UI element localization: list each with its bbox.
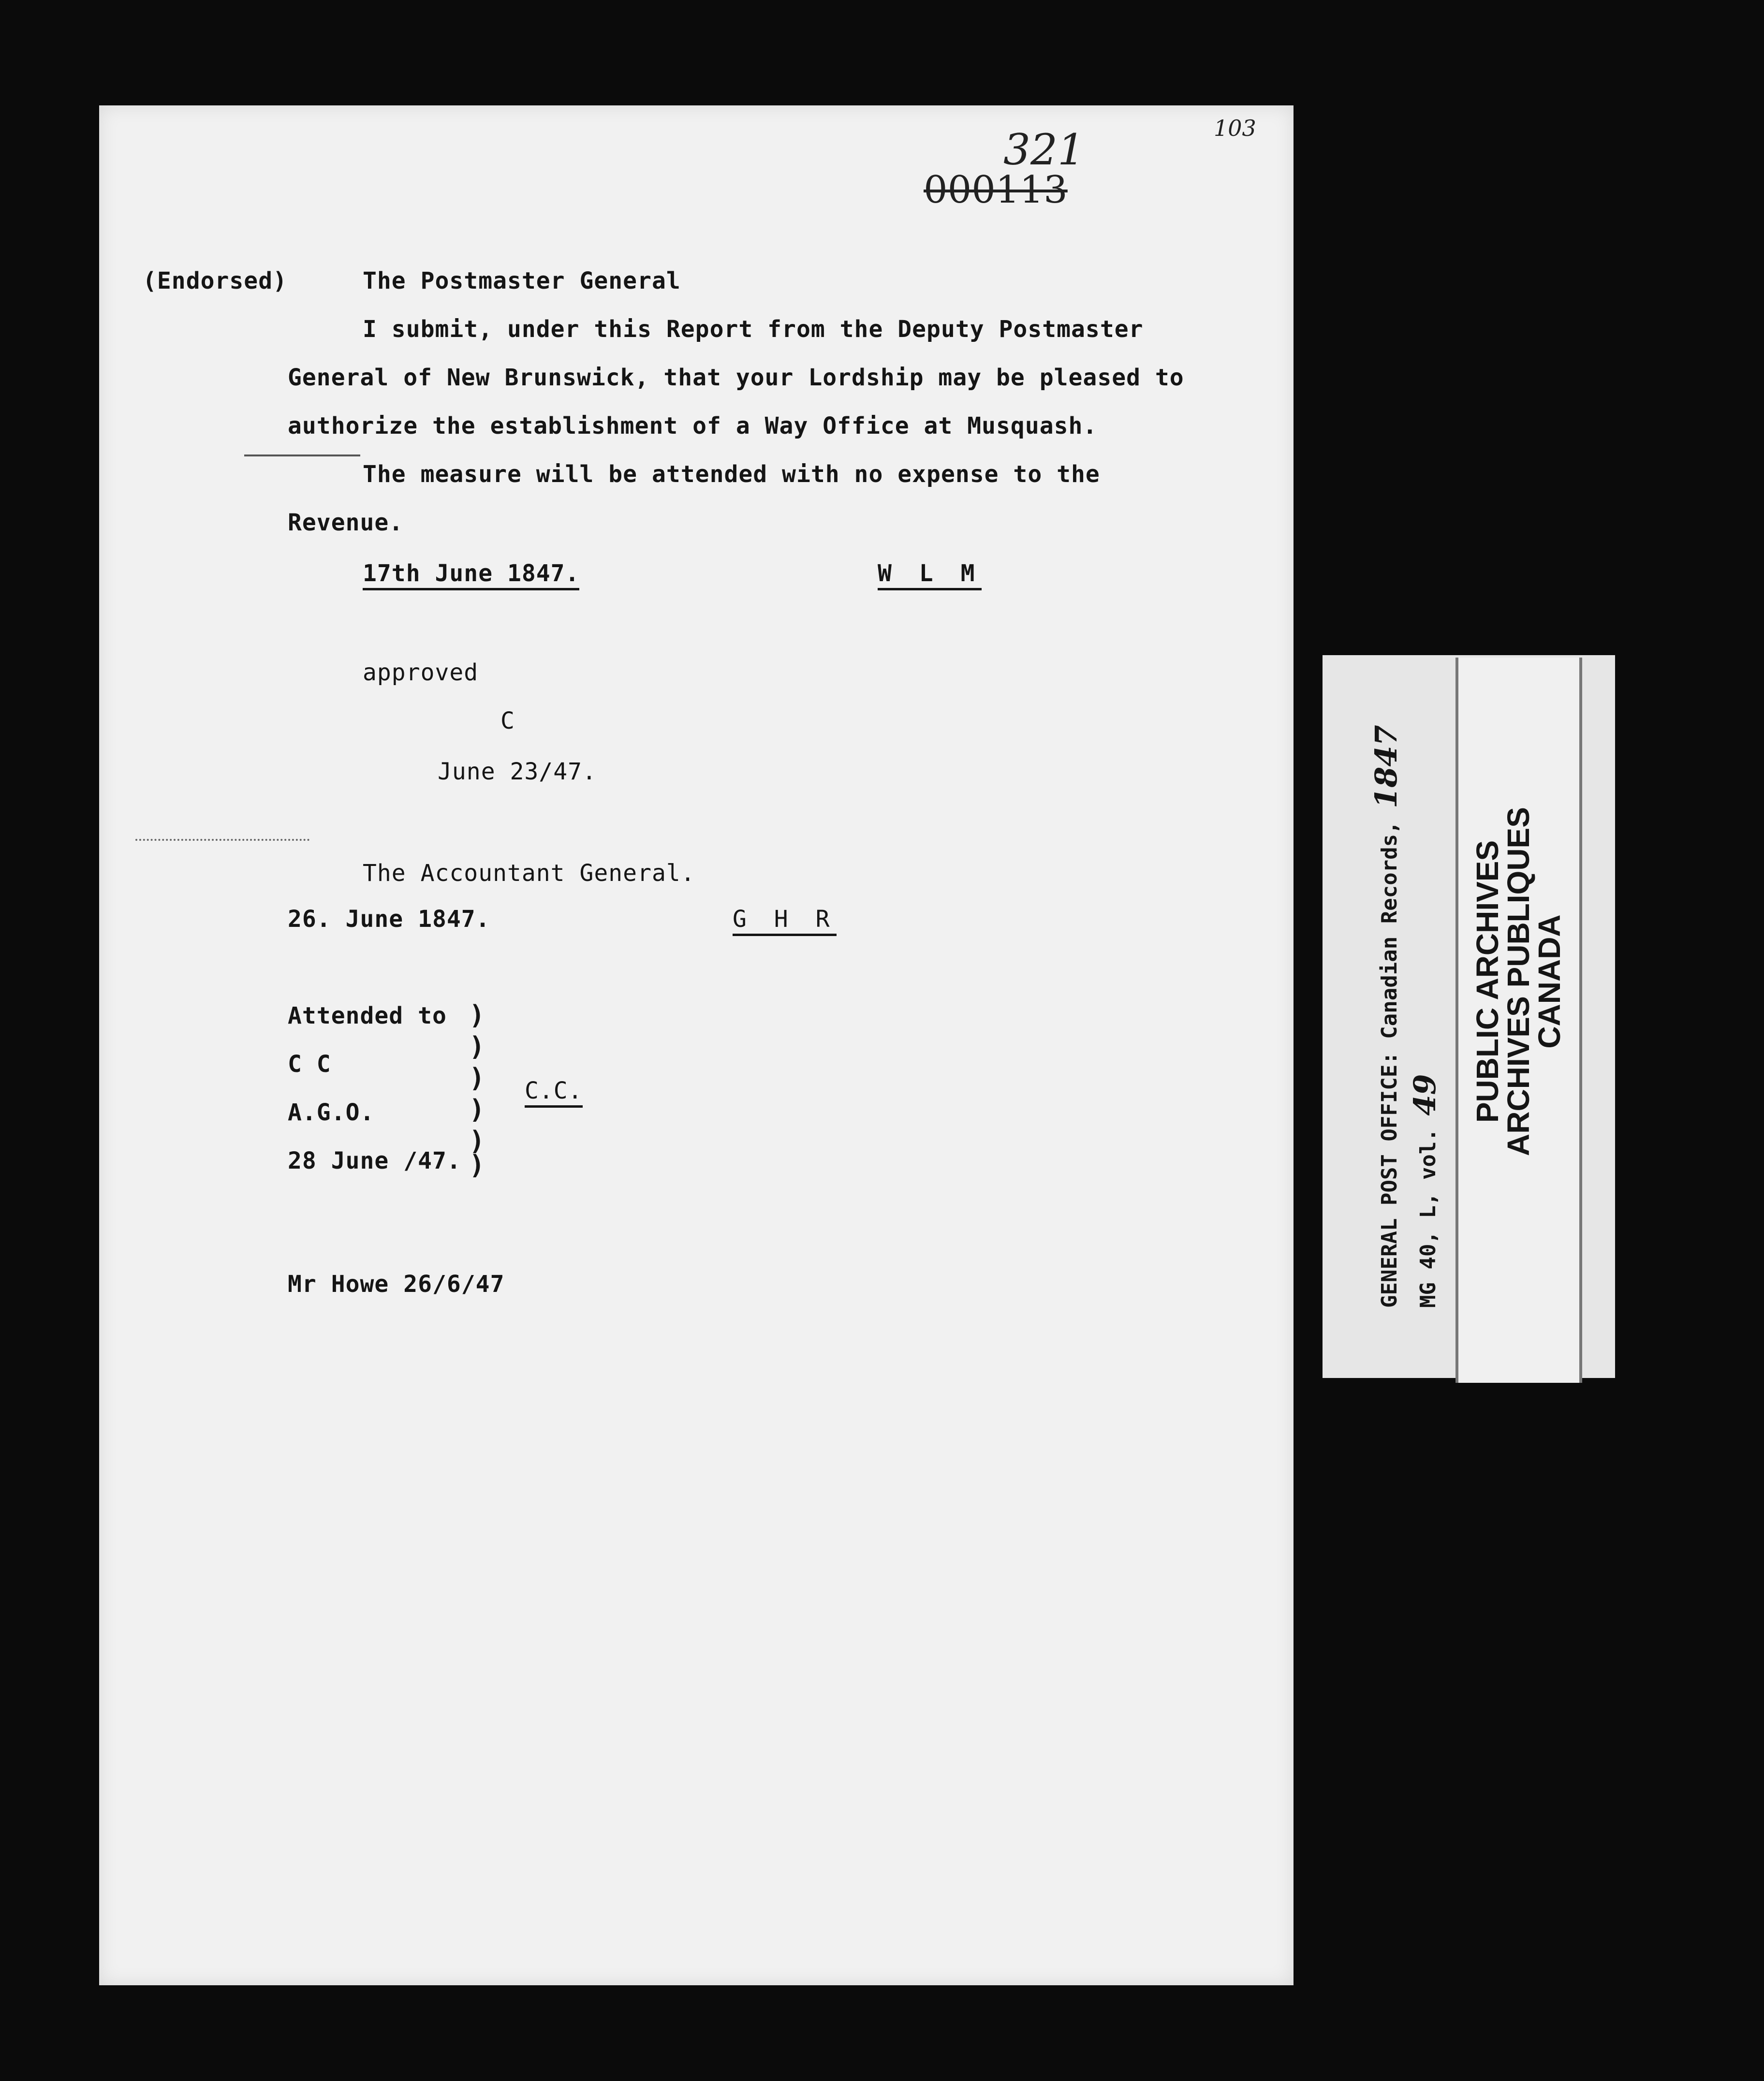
howe-note: Mr Howe 26/6/47 [288, 1271, 505, 1298]
approved-date: June 23/47. [438, 758, 597, 785]
archive-label-line-1: GENERAL POST OFFICE: Canadian Records, 1847 [1368, 725, 1404, 1308]
archive-label-line-2: MG 40, L, vol. 49 [1407, 1074, 1442, 1308]
addressee: The Postmaster General [363, 267, 681, 294]
body-line-1: I submit, under this Report from the Deputy Postmaster [363, 316, 1144, 343]
archive-stamp-text [1472, 749, 1565, 1214]
archive-year-handwritten: 1847 [1368, 725, 1404, 808]
stamp-line-1: PUBLIC ARCHIVES [1470, 840, 1505, 1123]
endorsed-label: (Endorsed) [143, 267, 287, 294]
pencil-stroke [244, 454, 360, 456]
attended-line-2: C C [288, 1051, 331, 1078]
date-1: 17th June 1847. [363, 560, 579, 590]
page-number-handwritten: 321 [1003, 125, 1085, 175]
approved-text: approved [363, 659, 479, 686]
page-number-crossed: 000113 [924, 168, 1068, 212]
body-line-2: General of New Brunswick, that your Lordship may be pleased to [288, 364, 1184, 391]
body-line-3: authorize the establishment of a Way Office at Musquash. [288, 412, 1098, 440]
approved-initial: C [500, 707, 515, 734]
stamp-line-2: ARCHIVES PUBLIQUES [1501, 807, 1536, 1156]
attended-line-3: A.G.O. [288, 1099, 375, 1126]
attended-line-4: 28 June /47. [288, 1147, 461, 1174]
public-archives-stamp [1455, 658, 1582, 1383]
accountant-general: The Accountant General. [363, 860, 695, 887]
stamp-line-3: CANADA [1532, 914, 1567, 1049]
attended-initials: C.C. [525, 1077, 583, 1108]
initials-2: G H R [733, 906, 837, 936]
archive-volume-handwritten: 49 [1407, 1074, 1442, 1116]
body-line-4: The measure will be attended with no expense to the [363, 461, 1100, 488]
date-2: 26. June 1847. [288, 906, 490, 933]
page-number-small: 103 [1214, 115, 1256, 141]
attended-line-1: Attended to [288, 1002, 447, 1029]
document-page: 103 321 000113 (Endorsed) The Postmaster General I submit, under this Report from the Deputy Postmaster General of New Brunswick, that your Lordship may be pleased to authorize the establishment of a Way Office at Musquash. The measure will be attended with no expense to the Revenue. 17th June 1847. W L M approved C June 23/47. The Accountant General. 26. June 1847. G H R Attended to C C A.G.O. 28 June /47. ) ) ) ) ) ) C.C. Mr Howe 26/6/47 [99, 105, 1294, 1985]
dotted-mark [135, 839, 309, 841]
body-line-5: Revenue. [288, 509, 404, 536]
initials-1: W L M [878, 560, 982, 590]
